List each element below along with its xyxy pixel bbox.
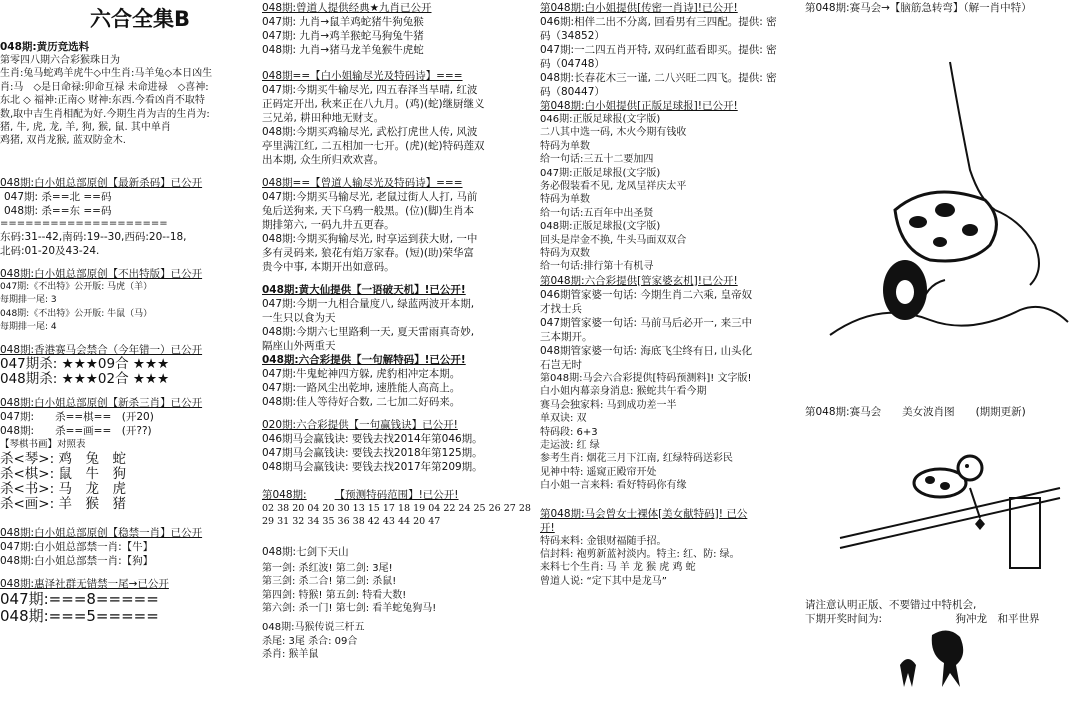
text-line: 码（04748） xyxy=(540,58,605,70)
bottom-figures xyxy=(890,625,980,695)
text-line: 048期:《不出特》公开版: 牛鼠（马） xyxy=(0,308,153,319)
section-heading: 第048期:白小姐提供[传密一肖诗]!已公开! xyxy=(540,2,738,14)
table-title: 【琴棋书画】对照表 xyxy=(0,439,86,451)
text-line: 出本期, 众生所归欢欢喜。 xyxy=(262,154,385,166)
text-line: 生肖:兔马蛇鸡羊虎牛◇中生肖:马羊兔◇本日凶生 xyxy=(0,68,213,80)
text-line: 才找士兵 xyxy=(540,302,582,315)
table-row: 杀<琴>: 鸡 兔 蛇 xyxy=(0,451,126,468)
section-heading: 020期:六合彩提供【一句赢钱诀】已公开! xyxy=(262,419,458,431)
text-line: 给一句话:三五十二要加四 xyxy=(540,154,654,166)
text-line: 046期:相伴二出不分离, 回看男有三四配。提供: 密 xyxy=(540,16,777,28)
text-line: 047期:今期一九相合量度八, 绿蓝两波开本期, xyxy=(262,298,475,310)
text-line: 047期:白小姐总部禁一肖:【牛】 xyxy=(0,541,154,554)
text-line: 信封料: 袍剪新蓝衬淡内。特主: 红、防: 绿。 xyxy=(540,548,740,560)
text-line: 白小姐一言来料: 看好特码你有缘 xyxy=(540,480,687,492)
number-line: 02 38 20 04 20 30 13 15 17 18 19 04 22 24 25 26 27 28 xyxy=(262,503,531,514)
text-line: 务必假装看不见, 龙凤呈祥庆太平 xyxy=(540,181,687,193)
text-line: 特码为单数 xyxy=(540,194,590,206)
text-line: 047期:今期买马输尽光, 老鼠过街人人打, 马前 xyxy=(262,191,478,203)
text-line: 特码为单数 xyxy=(540,140,590,152)
text-line: 048期:正版足球报(文字版) xyxy=(540,221,661,233)
number-line: 29 31 32 34 35 36 38 42 43 44 20 47 xyxy=(262,516,441,528)
text-line: 047期:一路风尘出乾坤, 速胜能人高高上。 xyxy=(262,382,461,394)
figure-right xyxy=(932,630,963,687)
text-line: 第四剑: 特猴! 第五剑: 特看大数! xyxy=(262,589,407,601)
table-row: 杀<画>: 羊 猴 猪 xyxy=(0,496,126,513)
riddle-illustration xyxy=(820,60,1075,360)
notice-line: 请注意认明正版、不要错过中特机会, xyxy=(805,599,977,611)
text-line: 单双诀: 双 xyxy=(540,413,587,425)
text-line: 三兄弟, 耕田种地无财支。 xyxy=(262,112,385,124)
text-line: 石岂无时 xyxy=(540,358,582,371)
text-line: 046期管家婆一句话: 今期生肖二六乘, 皇帝奴 xyxy=(540,288,753,301)
text-line: 多有灵码来, 狼花有焰万家春。(短)(助)荣华富 xyxy=(262,247,475,259)
column-4-bottom xyxy=(805,598,1080,626)
text-line: 正码定开出, 秋来正在八九月。(鸡)(蛇)继厨继义 xyxy=(262,98,485,110)
text-line: 白小姐内幕亲身消息: 猴蛇共午看今期 xyxy=(540,386,707,398)
text-line: 期排第六, 一码九井五更春。 xyxy=(262,219,395,231)
text-line: 一生只以食为天 xyxy=(262,312,336,324)
text-line: 每期排一尾: 4 xyxy=(0,322,57,333)
section-heading: 048期==【白小姐输尽光及特码诗】=== xyxy=(262,70,463,82)
text-line: 048期:===5===== xyxy=(0,607,159,626)
text-line: 鸡猪, 双肖龙猴, 蓝双防金木. xyxy=(0,135,126,147)
text-line: 特码为双数 xyxy=(540,248,590,260)
section-heading: 048期:马猴传说三杆五 xyxy=(262,622,365,634)
text-line: 贵今中事, 本期开出如意码。 xyxy=(262,261,395,273)
text-line: 走运波: 红 绿 xyxy=(540,439,600,451)
text-line: 给一句话:五百年中出圣贤 xyxy=(540,207,654,219)
text-line: 参考生肖: 烟花三月下江南, 红绿特码送彩民 xyxy=(540,453,733,465)
section-heading: 048期:香港赛马会禁合（今年错一）已公开 xyxy=(0,344,203,357)
text-line: 048期: 九肖→猪马龙羊兔猴牛虎蛇 xyxy=(262,44,424,56)
section-heading: 第048期:赛马会→【脑筋急转弯】（解一肖中特） xyxy=(805,2,1032,14)
text-line: 每期排一尾: 3 xyxy=(0,295,57,306)
text-line: 046期:正版足球报(文字版) xyxy=(540,114,661,125)
text-line: 二八其中选一码, 木火今期有钱收 xyxy=(540,127,687,139)
section-heading: 048期:白小姐总部原创【新杀三肖】已公开 xyxy=(0,397,203,410)
text-line: 047期管家婆一句话: 马前马后必开一, 来三中 xyxy=(540,316,753,329)
text-line: 048期: 杀==画== (开??) xyxy=(0,425,152,438)
text-line: 第一剑: 杀红波! 第二剑: 3尾! xyxy=(262,562,393,574)
section-heading: 048期:黄历竞选料 xyxy=(0,41,90,53)
column-4-mid xyxy=(805,405,1080,419)
section-heading: 048期:黄大仙提供【一语破天机】!已公开! xyxy=(262,284,466,296)
text-line: 特码段: 6+3 xyxy=(540,426,598,438)
column-3 xyxy=(540,0,802,588)
text-line: 047期:一二四五肖开特, 双码红蓝看即买。提供: 密 xyxy=(540,44,777,56)
text-line: 来料七个生肖: 马 羊 龙 猴 虎 鸡 蛇 xyxy=(540,562,696,574)
section-heading: 第048期:六合彩提供[管家婆玄机]!已公开! xyxy=(540,274,738,287)
heading-title: 【预测特码范围】!已公开! xyxy=(334,489,459,501)
text-line: 东北 ◇ 福神:正南◇ 财神:东西.今看凶肖不取特 xyxy=(0,95,205,107)
section-heading: 048期:惠泽社群无错禁一尾→已公开 xyxy=(0,578,169,591)
section-heading: 048期:白小姐总部原创【不出特版】已公开 xyxy=(0,267,203,280)
text-line: 048期:今期买鸡输尽光, 武松打虎世人传, 风波 xyxy=(262,126,478,138)
separator: ==================== xyxy=(0,217,168,229)
text-line: 047期: 九肖→鼠羊鸡蛇猪牛狗兔猴 xyxy=(262,16,424,28)
text-line: 三本期开。 xyxy=(540,330,593,343)
text-line: 杀尾: 3尾 杀合: 09合 xyxy=(262,635,358,647)
text-line: 047期:===8===== xyxy=(0,590,159,609)
page-title: 六合全集B xyxy=(89,7,190,31)
head-highlight xyxy=(896,280,914,304)
spider-shape xyxy=(975,518,985,530)
section-heading: 第048期:赛马会 美女波肖图 (期期更新) xyxy=(805,406,1026,418)
heading-issue: 第048期: xyxy=(262,489,307,501)
text-line: 肖:马 ◇是日命禄:卯命互禄 未命进禄 ◇喜神: xyxy=(0,81,209,93)
text-line: 杀肖: 猴羊鼠 xyxy=(262,649,319,661)
text-line: 048期: 杀==东 ==码 xyxy=(4,204,112,217)
text-line: 048期管家婆一句话: 海底飞尘终有日, 山头化 xyxy=(540,344,753,357)
text-line: 第三剑: 杀二合! 第二剑: 杀鼠! xyxy=(262,576,397,588)
text-line: 赛马会独家料: 马到成功差一半 xyxy=(540,399,677,411)
text-line: 047期:《不出特》公开版: 马虎（羊） xyxy=(0,281,153,292)
table-row: 杀<书>: 马 龙 虎 xyxy=(0,481,126,498)
text-line: 048期:白小姐总部禁一肖:【狗】 xyxy=(0,555,154,568)
text-line: 第048期:马会六合彩提供[特码预测料]! 文字版! xyxy=(540,372,752,384)
text-line: 046期马会赢钱诀: 要钱去找2014年第046期。 xyxy=(262,433,483,445)
section-heading-cont: 开! xyxy=(540,521,555,534)
column-4 xyxy=(805,0,1080,15)
text-line: 隔座山外两重天 xyxy=(262,340,336,352)
ground-outline xyxy=(830,307,1068,335)
text-line: 数,取中吉生肖相配为好.今期生肖为吉的生肖为: xyxy=(0,108,210,120)
text-line: 给一句话:排行第十有机寻 xyxy=(540,261,654,273)
text-line: 第六剑: 杀一门! 第七剑: 看羊蛇兔狗马! xyxy=(262,603,437,615)
section-heading: 048期:六合彩提供【一句解特码】!已公开! xyxy=(262,354,466,366)
section-heading: 048期==【曾道人输尽光及特码诗】=== xyxy=(262,177,463,189)
text-line: 码（80447） xyxy=(540,86,605,98)
text-line: 048期:佳人等待好合数, 二七加二好码来。 xyxy=(262,396,461,408)
beauty-illustration xyxy=(820,428,1075,588)
column-1 xyxy=(0,0,256,625)
text-line: 047期杀: ★★★09合 ★★★ xyxy=(0,356,170,373)
text-line: 048期:今期六七里路剩一天, 夏天雷雨真奇妙, xyxy=(262,326,475,338)
text-line: 047期:今期买牛输尽光, 四五春泽当旱晴, 红波 xyxy=(262,84,478,96)
text-line: 048期:长春花木三一谨, 二八兴旺二四飞。提供: 密 xyxy=(540,72,777,84)
section-heading: 048期:白小姐总部原创【最新杀码】已公开 xyxy=(0,176,203,189)
text-line: 047期: 杀==北 ==码 xyxy=(4,190,112,203)
text-line: 猪, 牛, 虎, 龙, 羊, 狗, 猴, 鼠. 其中单肖 xyxy=(0,122,171,134)
text-line: 047期:牛鬼蛇神四方躲, 虎豹相冲定本期。 xyxy=(262,368,461,380)
section-heading: 048期:七剑下天山 xyxy=(262,545,349,558)
text-line: 047期:正版足球报(文字版) xyxy=(540,167,661,179)
text-line: 东码:31--42,南码:19--30,西码:20--18, xyxy=(0,230,187,243)
text-line: 047期: 九肖→鸡羊猴蛇马狗兔牛猪 xyxy=(262,30,424,42)
figure-left xyxy=(900,659,916,687)
board-line-lower xyxy=(840,498,1060,548)
text-line: 见神中特: 遥窥正殿帘开处 xyxy=(540,466,657,478)
section-heading: 048期:白小姐总部原创【稳禁一肖】已公开 xyxy=(0,527,203,540)
text-line: 兔后送狗来, 天下乌鸦一般黑。(位)(脚)生肖本 xyxy=(262,205,475,217)
thread-line xyxy=(970,488,980,518)
branch-line xyxy=(950,62,995,210)
animal-figure xyxy=(895,192,996,261)
text-line: 曾道人说: “定下其中是龙马” xyxy=(540,575,667,587)
text-line: 047期马会赢钱诀: 要钱去找2018年第125期。 xyxy=(262,447,483,459)
text-line: 码（34852） xyxy=(540,30,605,42)
section-heading xyxy=(262,488,532,502)
text-line: 第零四八期六合彩猴珠日为 xyxy=(0,55,120,66)
text-line: 亭里满江红, 二五相加一七开。(虎)(蛇)特码莲双 xyxy=(262,140,485,152)
section-heading: 第048期:白小姐提供[正版足球报]!已公开! xyxy=(540,100,738,112)
column-2 xyxy=(262,0,532,662)
text-line: 特码来料: 金银财福随手招。 xyxy=(540,535,667,547)
text-line: 048期马会赢钱诀: 要钱去找2017年第209期。 xyxy=(262,461,483,473)
text-line: 回头是岸金不换, 牛头马面双双合 xyxy=(540,234,687,246)
text-line: 048期:今期买狗输尽光, 时享运到获大财, 一中 xyxy=(262,233,478,245)
text-line: 047期: 杀==棋== (开20) xyxy=(0,411,154,424)
section-heading: 第048期:马会曾女士裸体[美女献特码]! 已公 xyxy=(540,507,748,520)
branch-curve xyxy=(995,210,1039,285)
notice-line: 下期开奖时间为: 狗冲龙 和平世界 xyxy=(805,613,1040,625)
table-row: 杀<棋>: 鼠 牛 狗 xyxy=(0,466,126,483)
section-heading: 048期:曾道人提供经典★九肖已公开 xyxy=(262,2,432,14)
text-line: 048期杀: ★★★02合 ★★★ xyxy=(0,371,170,388)
text-line: 北码:01-20及43-24. xyxy=(0,244,100,257)
